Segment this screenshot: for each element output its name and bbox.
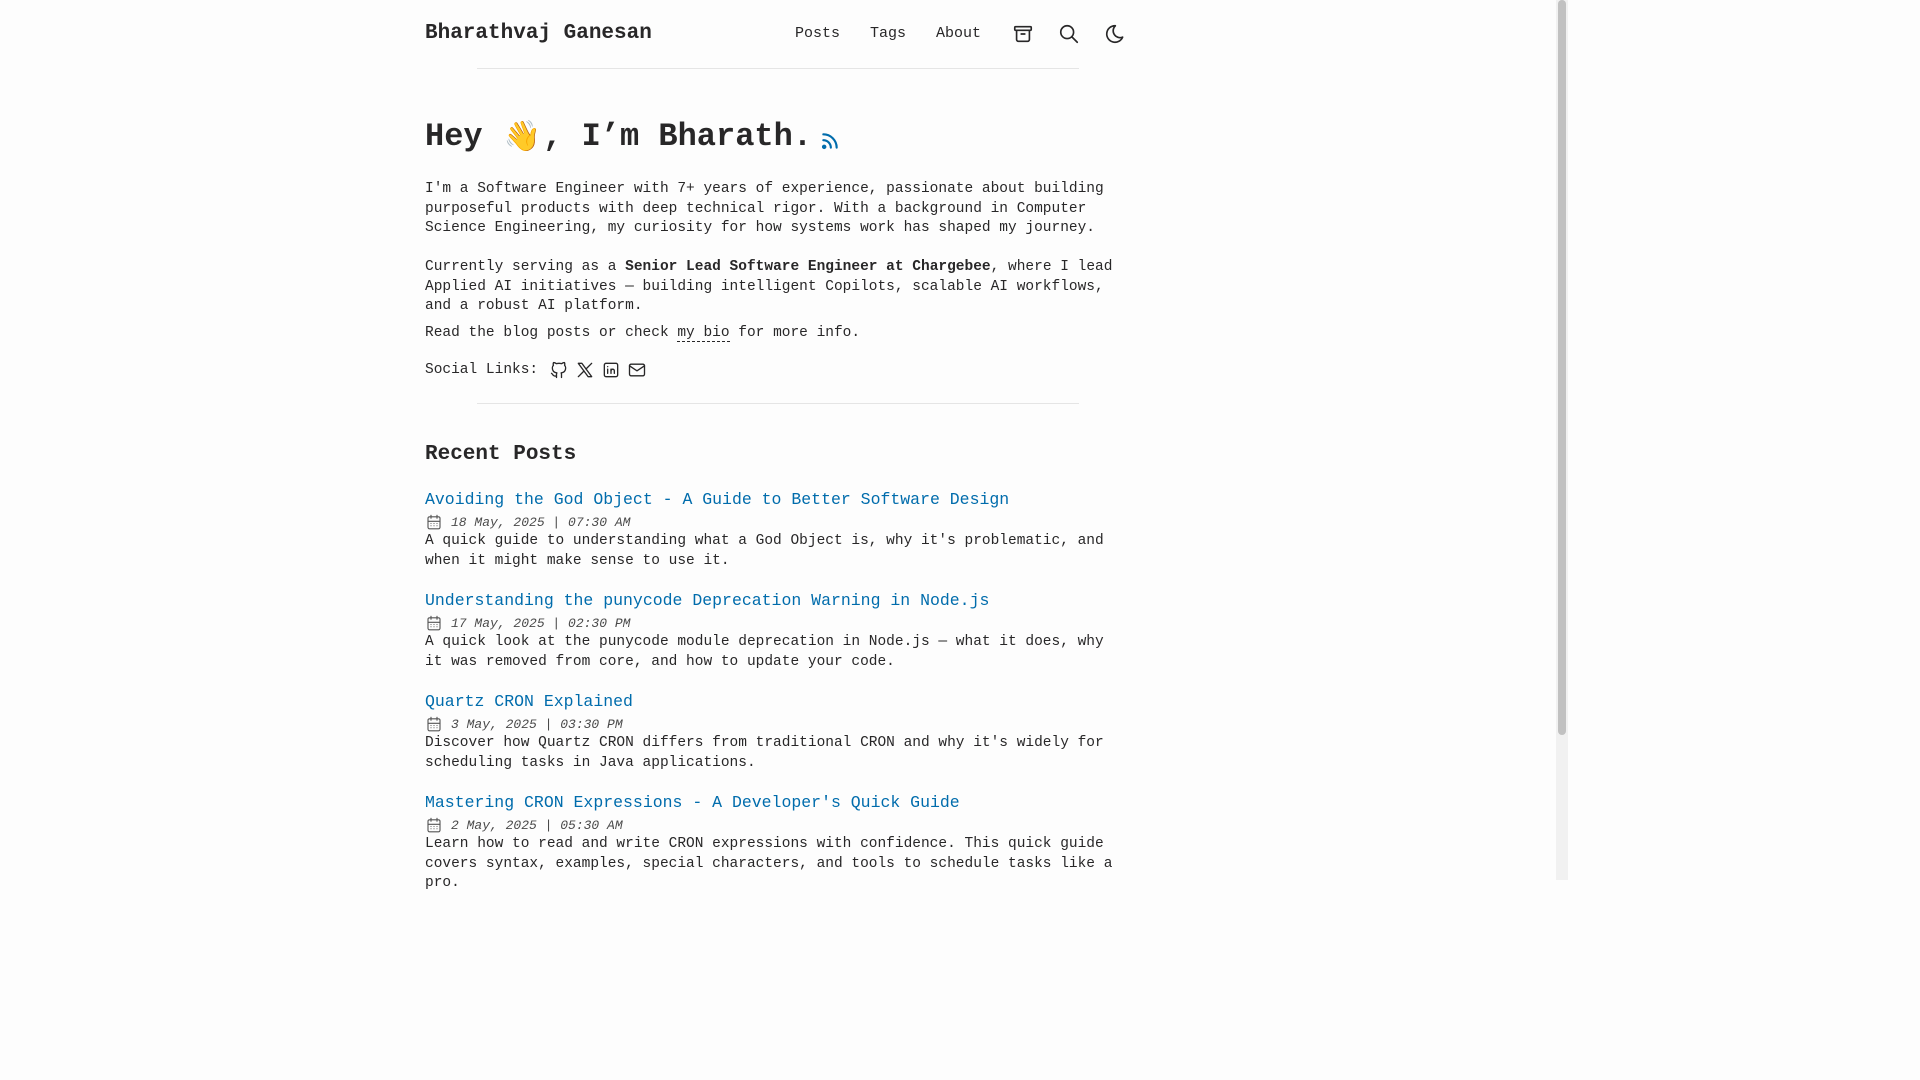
post-item xyxy=(425,489,1127,571)
post-item xyxy=(425,792,1127,894)
hero-title xyxy=(425,115,840,159)
search-icon[interactable] xyxy=(1057,22,1081,46)
archive-icon[interactable] xyxy=(1011,22,1035,46)
vertical-scrollbar[interactable] xyxy=(1556,0,1568,880)
calendar-icon xyxy=(425,513,443,531)
post-date xyxy=(425,613,1127,633)
scrollbar-thumb[interactable] xyxy=(1558,0,1566,735)
post-title-link[interactable]: Avoiding the God Object - A Guide to Better Software Design xyxy=(425,490,1010,509)
header-divider xyxy=(477,68,1079,69)
github-icon[interactable] xyxy=(548,359,570,381)
current-prefix: Currently serving as a xyxy=(425,259,626,275)
post-description: A quick look at the punycode module deprecation in Node.js — what it does, why it was removed from core, and how to update your code. xyxy=(425,634,1104,670)
post-description: A quick guide to understanding what a God Object is, why it's problematic, and when it might make sense to use it. xyxy=(425,533,1104,569)
post-date xyxy=(425,512,1127,532)
post-date xyxy=(425,815,1127,835)
read-more-paragraph xyxy=(425,324,1127,344)
social-links xyxy=(425,358,652,382)
post-date xyxy=(425,714,1127,734)
moon-icon[interactable] xyxy=(1103,22,1127,46)
current-suffix: , where I lead Applied AI initiatives — building intelligent Copilots, scalable AI workflows, and a robust AI platform. xyxy=(425,259,1113,315)
social-label: Social Links: xyxy=(425,362,539,378)
nav-posts[interactable]: Posts xyxy=(794,25,840,42)
recent-posts-title: Recent Posts xyxy=(425,443,577,466)
site-header xyxy=(425,0,1127,68)
bio-link[interactable]: my bio xyxy=(677,325,730,341)
calendar-icon xyxy=(425,816,443,834)
current-role: Senior Lead Software Engineer at Chargebee xyxy=(625,259,991,275)
site-title-link[interactable]: Bharathvaj Ganesan xyxy=(425,22,652,45)
post-date-text: 17 May, 2025 | 02:30 PM xyxy=(451,615,631,631)
post-date-text: 18 May, 2025 | 07:30 AM xyxy=(451,514,631,530)
read-prefix: Read the blog posts or check xyxy=(425,325,678,341)
post-description: Discover how Quartz CRON differs from traditional CRON and why it's widely for scheduling tasks in Java applications. xyxy=(425,735,1104,771)
nav-tags[interactable]: Tags xyxy=(869,25,906,42)
x-twitter-icon[interactable] xyxy=(574,359,596,381)
post-date-text: 3 May, 2025 | 03:30 PM xyxy=(451,716,623,732)
hero-divider xyxy=(477,403,1079,404)
rss-icon[interactable] xyxy=(820,131,840,151)
read-suffix: for more info. xyxy=(729,325,861,341)
calendar-icon xyxy=(425,715,443,733)
main-container xyxy=(425,0,1127,892)
post-date-text: 2 May, 2025 | 05:30 AM xyxy=(451,817,623,833)
main-nav xyxy=(795,18,1127,50)
hero-greeting-start: Hey xyxy=(425,118,483,155)
wave-emoji: 👋 xyxy=(503,119,542,154)
post-title-link[interactable]: Mastering CRON Expressions - A Developer's Quick Guide xyxy=(425,793,960,812)
intro-paragraph: I'm a Software Engineer with 7+ years of experience, passionate about building purposeful products with deep technical rigor. With a background in Computer Science Engineering, my curiosity for how systems work has shaped my journey. xyxy=(425,181,1104,237)
post-item xyxy=(425,590,1127,672)
linkedin-icon[interactable] xyxy=(600,359,622,381)
current-role-paragraph xyxy=(425,258,1127,317)
nav-about[interactable]: About xyxy=(935,25,981,42)
post-title-link[interactable]: Understanding the punycode Deprecation Warning in Node.js xyxy=(425,591,990,610)
mail-icon[interactable] xyxy=(626,359,648,381)
post-item xyxy=(425,691,1127,773)
post-description: Learn how to read and write CRON expressions with confidence. This quick guide covers syntax, examples, special characters, and tools to schedule tasks like a pro. xyxy=(425,836,1113,892)
hero-greeting-end: , I’m Bharath. xyxy=(543,118,813,155)
calendar-icon xyxy=(425,614,443,632)
post-title-link[interactable]: Quartz CRON Explained xyxy=(425,692,633,711)
